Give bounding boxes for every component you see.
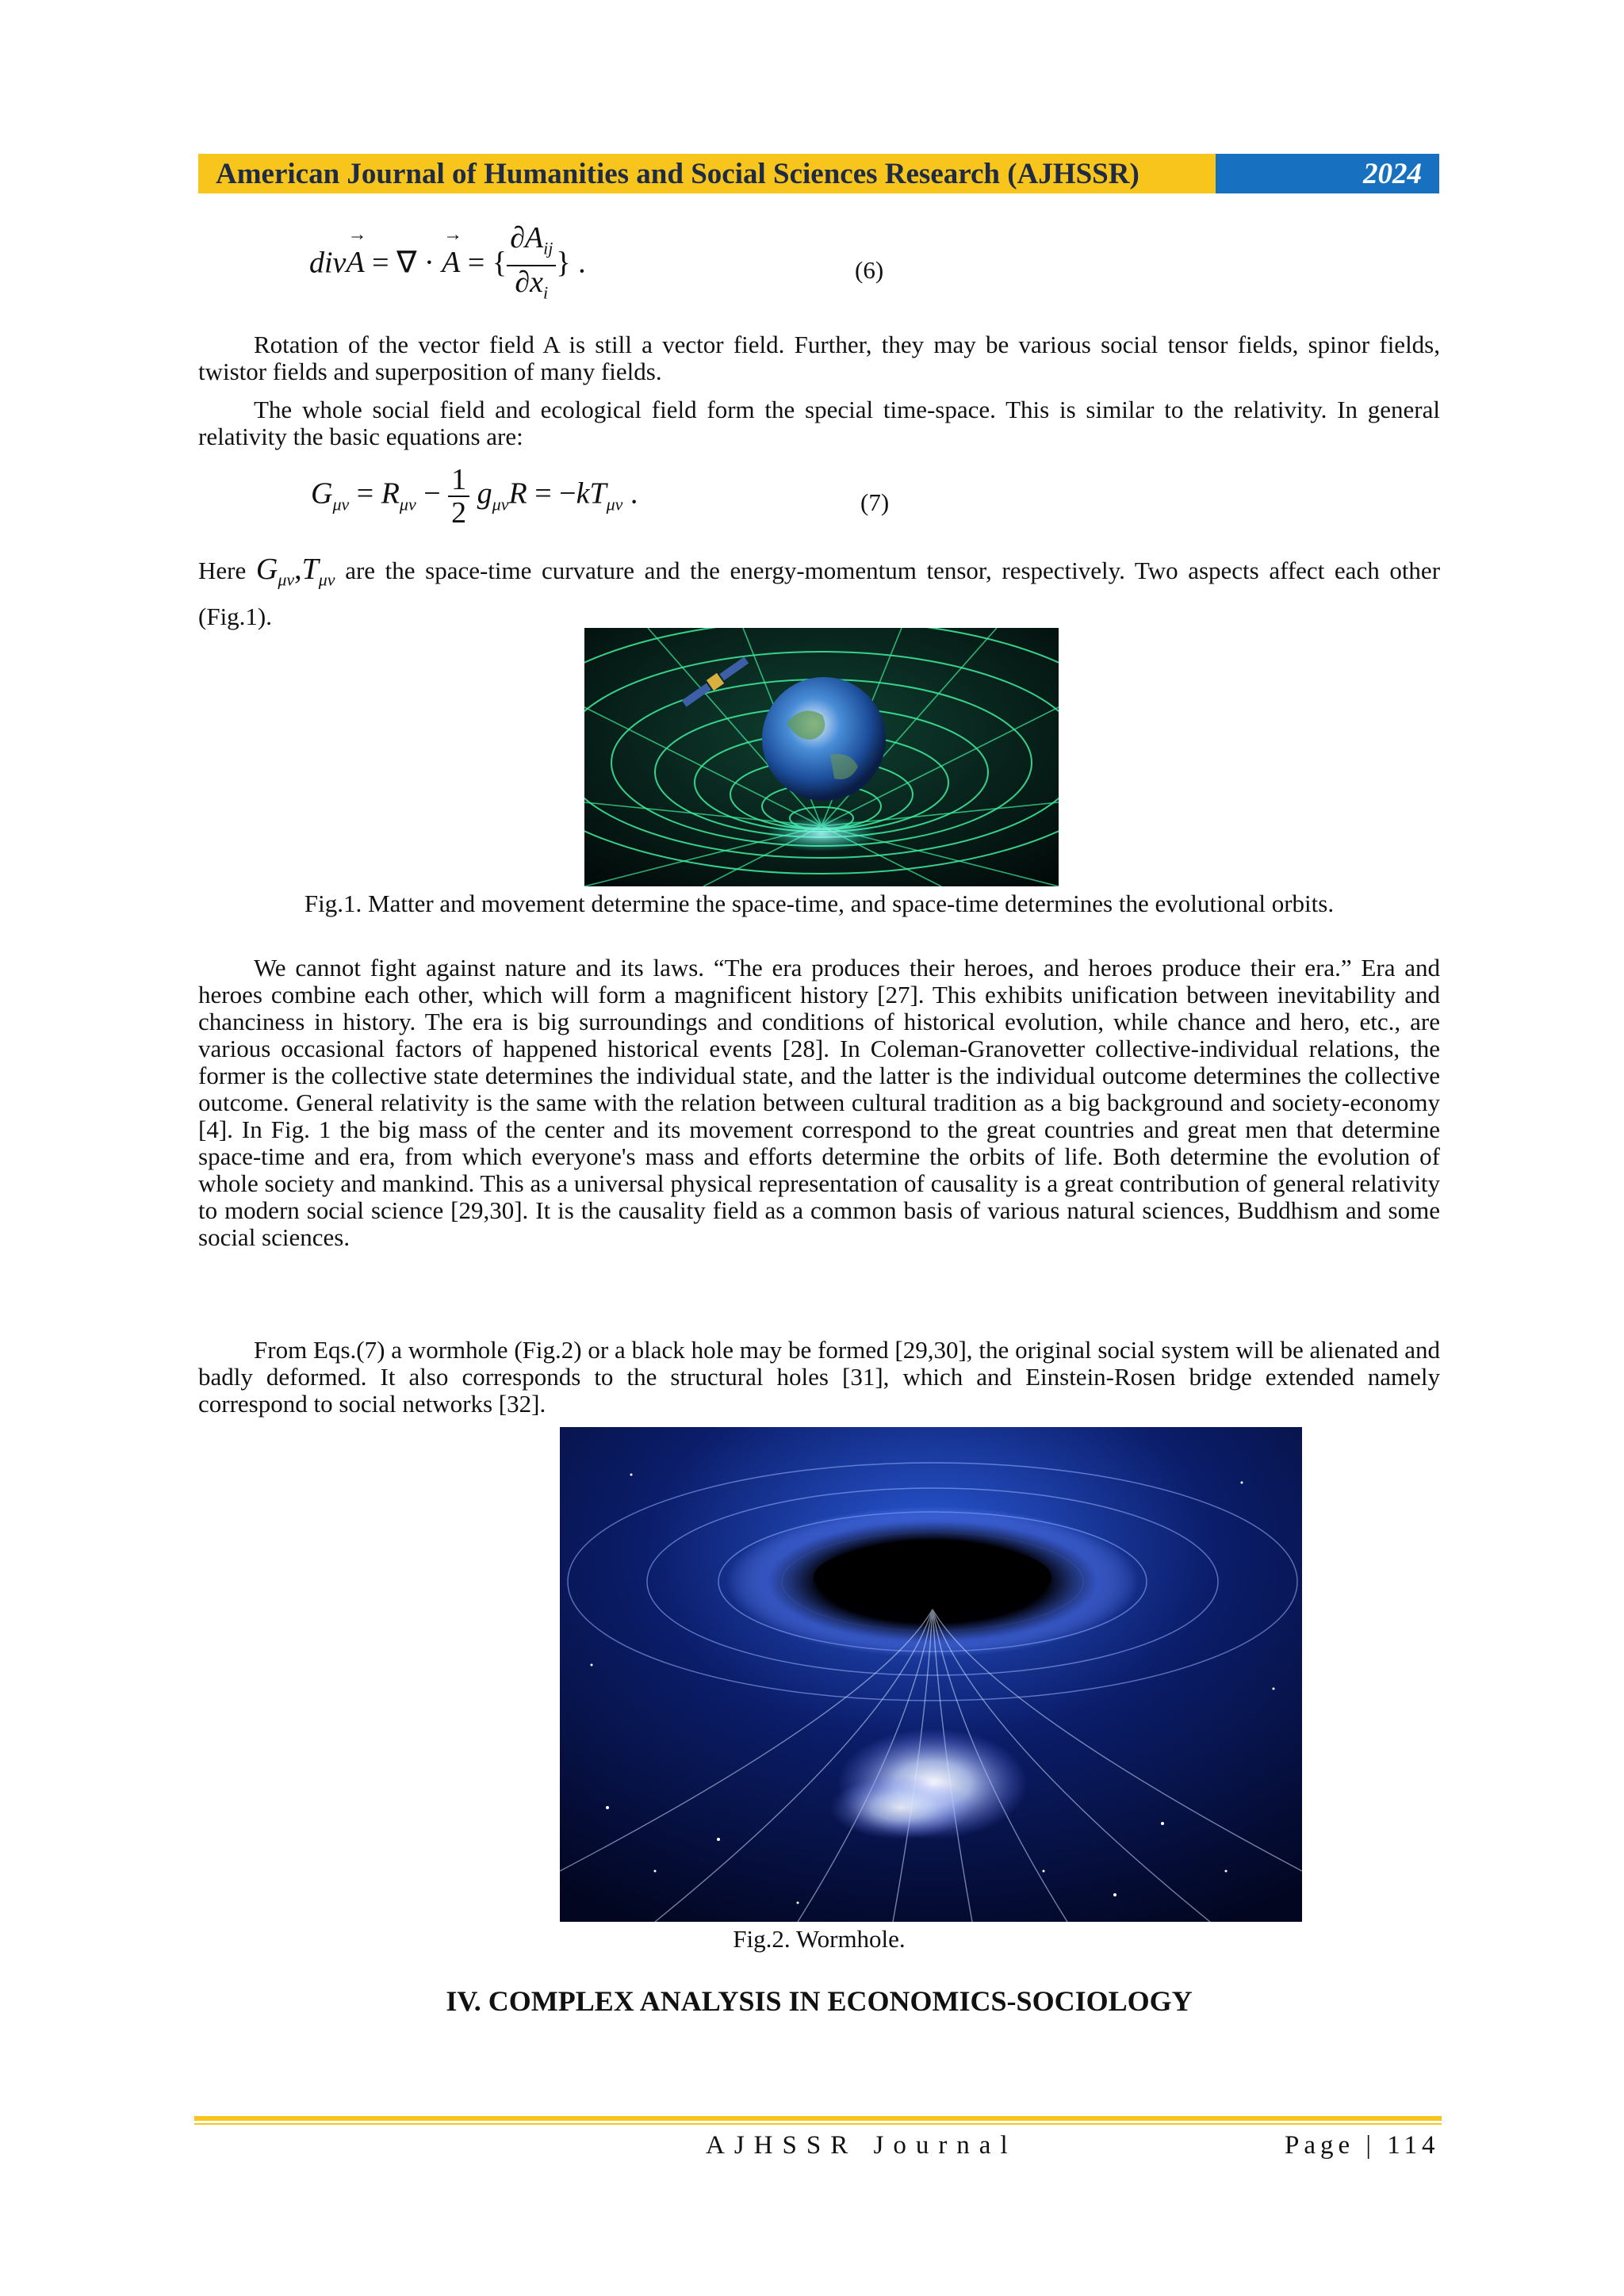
figure-1-image	[584, 628, 1059, 886]
figure-2-caption: Fig.2. Wormhole.	[733, 1925, 906, 1953]
equation-7: $G_{\mu\nu} = R_{\mu\nu}$ − $\frac{1}{2}$ $g_{\mu\nu}R = -kT_{\mu\nu}$ .	[311, 463, 638, 530]
year-banner	[1216, 154, 1439, 193]
journal-title-banner	[198, 154, 1216, 193]
equation-6: div→ A = ∇ · → A = { $\frac{\partial A_{ij}}{\partial x_i}$ } .	[309, 222, 586, 308]
figure-2-image	[560, 1427, 1302, 1922]
paragraph-here-rest: are the space-time curvature and the energy-momentum tensor, respectively. Two aspects affect each other (Fig.1).	[198, 557, 1441, 630]
journal-title: American Journal of Humanities and Social Sciences Research (AJHSSR)	[216, 157, 1139, 190]
footer-page-number: Page | 114	[1285, 2131, 1440, 2160]
paragraph-here	[198, 551, 1440, 635]
paragraph-era-heroes: We cannot fight against nature and its laws. “The era produces their heroes, and heroes produce their era.” Era and heroes combine each other, which will form a magnificent history [27]. This exhibits unification between inevitability and chanciness in history. The era is big surroundings and conditions of historical evolution, while chance and hero, etc., are various occasional factors of happened historical events [28]. In Coleman-Granovetter collective-individual relations, the former is the collective state determines the individual state, and the latter is the individual outcome determines the collective outcome. General relativity is the same with the relation between cultural tradition as a big background and society-economy [4]. In Fig. 1 the big mass of the center and its movement correspond to the great countries and great men that determine space-time and era, from which everyone's mass and efforts determine the orbits of life. Both determine the evolution of whole society and mankind. This as a universal physical representation of causality is a great contribution of general relativity to modern social science [29,30]. It is the causality field as a common basis of various natural sciences, Buddhism and some social sciences.	[198, 954, 1440, 1251]
wormhole-illustration	[560, 1427, 1302, 1922]
section-title: IV. COMPLEX ANALYSIS IN ECONOMICS-SOCIOLOGY	[446, 1985, 1193, 2017]
paragraph-social-field: The whole social field and ecological field form the special time-space. This is similar to the relativity. In general relativity the basic equations are:	[198, 396, 1440, 450]
equation-6-number: (6)	[855, 256, 884, 284]
footer-rule-thin	[194, 2123, 1442, 2125]
paragraph-here-prefix: Here	[198, 557, 247, 584]
paragraph-wormhole: From Eqs.(7) a wormhole (Fig.2) or a black hole may be formed [29,30], the original social system will be alienated and badly deformed. It also corresponds to the structural holes [31], which and Einstein-Rosen bridge extended namely correspond to social networks [32].	[198, 1336, 1440, 1418]
paragraph-rotation: Rotation of the vector field A is still a vector field. Further, they may be various social tensor fields, spinor fields, twistor fields and superposition of many fields.	[198, 331, 1440, 385]
figure-1-caption: Fig.1. Matter and movement determine the space-time, and space-time determines the evolutional orbits.	[304, 890, 1335, 917]
inline-symbols-G-T: $G_{\mu\nu},T_{\mu\nu}$	[255, 553, 335, 590]
spacetime-curvature-illustration	[584, 628, 1059, 886]
journal-year: 2024	[1363, 157, 1422, 190]
footer-rule	[194, 2116, 1442, 2121]
equation-7-number: (7)	[860, 488, 890, 516]
footer-journal-name: AJHSSR Journal	[706, 2131, 1017, 2160]
